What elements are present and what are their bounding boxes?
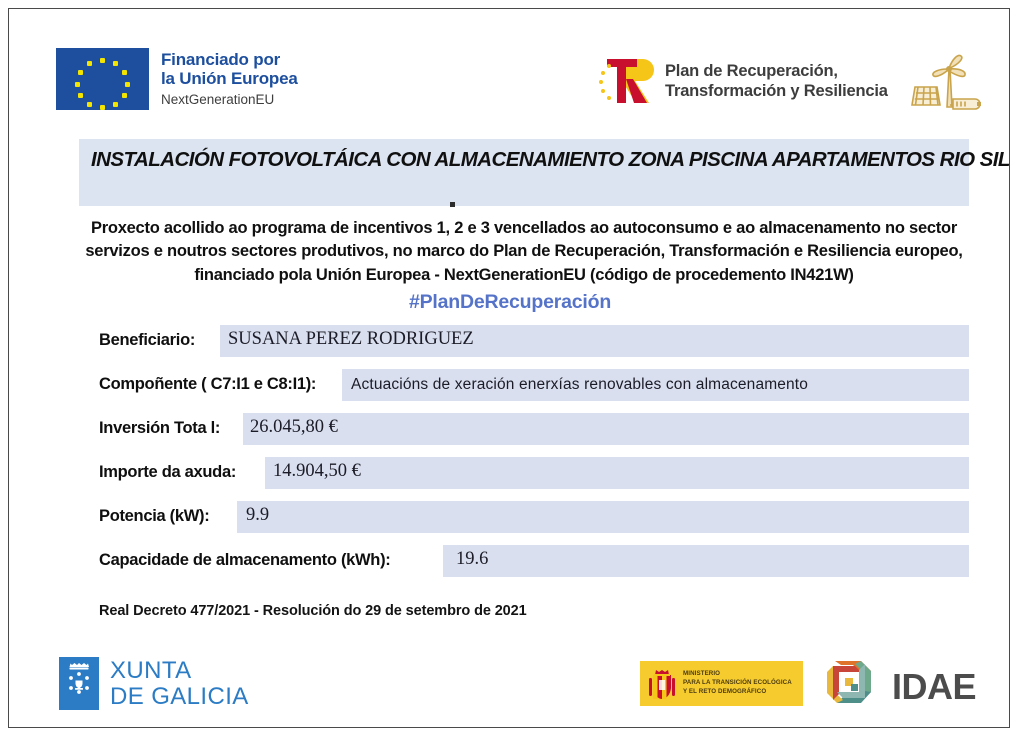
eu-funding-logo bbox=[56, 48, 298, 110]
field-value: 19.6 bbox=[456, 549, 489, 569]
eu-flag-icon bbox=[56, 48, 149, 110]
prtr-logo-line2: Transformación y Resiliencia bbox=[665, 82, 888, 100]
spain-coat-of-arms-icon bbox=[647, 666, 677, 702]
field-value: 14.904,50 € bbox=[273, 461, 361, 481]
prtr-logo bbox=[597, 53, 888, 109]
field-row bbox=[9, 453, 1011, 497]
eu-logo-line3: NextGenerationEU bbox=[161, 92, 275, 108]
field-row bbox=[9, 409, 1011, 453]
eu-logo-line1: Financiado por bbox=[161, 50, 281, 69]
field-value: 26.045,80 € bbox=[250, 417, 338, 437]
prtr-logo-line1: Plan de Recuperación, bbox=[665, 61, 838, 80]
field-value: SUSANA PEREZ RODRIGUEZ bbox=[228, 329, 474, 349]
field-label: Capacidade de almacenamento (kWh): bbox=[99, 551, 391, 569]
field-highlight-bar bbox=[243, 413, 969, 445]
intro-paragraph: Proxecto acollido ao programa de incentivos 1, 2 e 3 vencellados ao autoconsumo e ao almacenamento no sector servizos e noutros sectores produtivos, no marco do Plan de Recuperación, Transformación e Resiliencia europeo, financiado pola Unión Europea - NextGenerationEU (código de procedemento IN421W) bbox=[85, 219, 963, 284]
field-label: Beneficiario: bbox=[99, 331, 196, 349]
field-label: Importe da axuda: bbox=[99, 463, 237, 481]
field-value: 9.9 bbox=[246, 505, 270, 525]
idae-logo bbox=[821, 658, 976, 715]
field-row bbox=[9, 365, 1011, 409]
fields-list bbox=[9, 321, 1011, 585]
field-label: Potencia (kW): bbox=[99, 507, 210, 525]
field-row bbox=[9, 541, 1011, 585]
title-banner-tail bbox=[79, 187, 969, 206]
field-highlight-bar bbox=[443, 545, 969, 577]
field-value: Actuacións de xeración enerxías renovables con almacenamento bbox=[351, 376, 809, 393]
ministerio-line2: PARA LA TRANSICIÓN ECOLÓGICA bbox=[683, 679, 792, 687]
ministerio-line3: Y EL RETO DEMOGRÁFICO bbox=[683, 687, 767, 695]
xunta-de-galicia-logo bbox=[59, 657, 249, 710]
ministerio-logo bbox=[640, 661, 803, 706]
prtr-mark-icon bbox=[597, 53, 657, 109]
legal-reference: Real Decreto 477/2021 - Resolución do 29 de setembro de 2021 bbox=[99, 603, 527, 619]
field-row bbox=[9, 497, 1011, 541]
scan-artifact-dot bbox=[450, 202, 455, 207]
header-logos bbox=[9, 9, 1009, 121]
field-label: Compoñente ( C7:I1 e C8:I1): bbox=[99, 375, 317, 393]
field-row bbox=[9, 321, 1011, 365]
field-label: Inversión Tota l: bbox=[99, 419, 221, 437]
poster-page bbox=[8, 8, 1010, 728]
title-banner bbox=[79, 139, 1010, 187]
eu-logo-line2: la Unión Europea bbox=[161, 69, 298, 89]
page-title: INSTALACIÓN FOTOVOLTÁICA CON ALMACENAMIENTO ZONA PISCINA APARTAMENTOS RIO SIL bbox=[91, 148, 1010, 171]
xunta-logo-line1: XUNTA bbox=[110, 656, 192, 684]
hashtag-label: #PlanDeRecuperación bbox=[408, 291, 612, 313]
xunta-logo-line2: DE GALICIA bbox=[110, 682, 249, 710]
idae-wordmark: IDAE bbox=[892, 665, 977, 707]
field-highlight-bar bbox=[237, 501, 969, 533]
galicia-coat-of-arms-icon bbox=[59, 657, 99, 710]
wind-turbine-solar-battery-icon bbox=[909, 51, 985, 113]
field-highlight-bar bbox=[265, 457, 969, 489]
idae-mark-icon bbox=[821, 658, 883, 715]
ministerio-line1: MINISTERIO bbox=[683, 670, 721, 678]
